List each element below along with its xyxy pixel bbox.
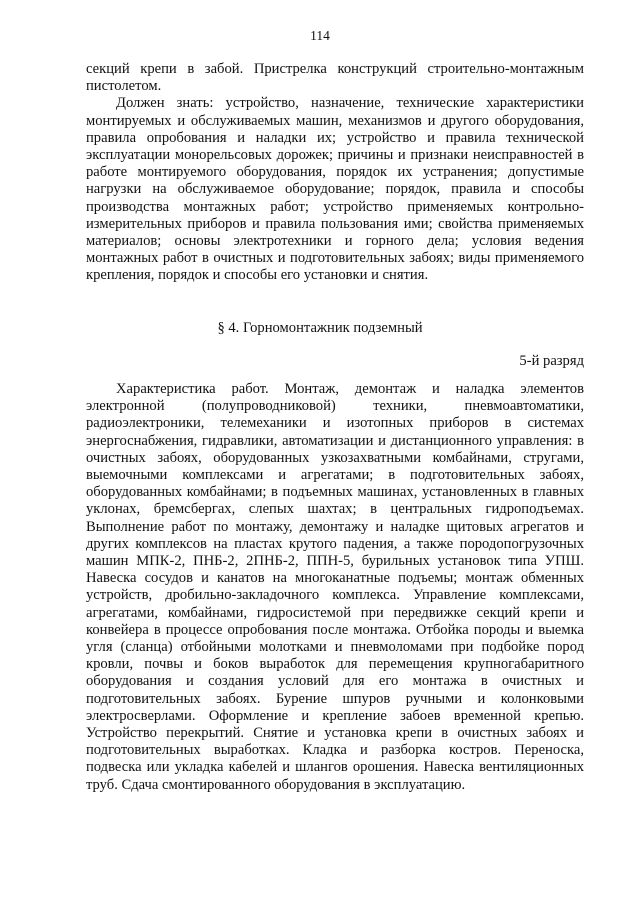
lower-text-block	[86, 381, 584, 794]
upper-text-block	[86, 61, 584, 285]
work-characteristics-paragraph: Характеристика работ. Монтаж, демонтаж и наладка элементов электронной (полупроводниковой) техники, пневмоавтоматики, радиоэлектроники, телемеханики и изотопных приборов в системах энергоснабжения, гидравлики, автоматизации и дистанционного управления: в очистных забоях, оборудованных узкозахватными комбайнами, стругами, выемочными комплексами и агрегатами; в подготовительных забоях, оборудованных комбайнами; в подъемных машинах, установленных в главных уклонах, бремсбергах, слепых шахтах; в центральных гидроподъемах. Выполнение работ по монтажу, демонтажу и наладке щитовых агрегатов и других комплексов на пластах крутого падения, а также породопогрузочных машин МПК-2, ПНБ-2, 2ПНБ-2, ППН-5, бурильных установок типа УПШ. Навеска сосудов и канатов на многоканатные подъемы; монтаж обменных устройств, дробильно-закладочного комплекса. Управление комплексами, агрегатами, комбайнами, гидросистемой при передвижке секций крепи и конвейера в процессе опробования после монтажа. Отбойка породы и выемка угля (сланца) отбойными молотками и пневмоломами при подбойке пород кровли, почвы и боков выработок для перемещения крупногабаритного оборудования и создания условий для его монтажа в очистных и подготовительных забоях. Бурение шпуров ручными и колонковыми электросверлами. Оформление и крепление забоев временной крепью. Устройство перекрытий. Снятие и установка крепи в очистных забоях и подготовительных выработках. Кладка и разборка костров. Переноска, подвеска или укладка кабелей и шлангов орошения. Навеска вентиляционных труб. Сдача смонтированного оборудования в эксплуатацию.	[86, 381, 584, 793]
grade-label: 5-й разряд	[519, 353, 584, 369]
intro-paragraph: секций крепи в забой. Пристрелка конструкций строительно-монтажным пистолетом.	[86, 61, 584, 95]
knowledge-paragraph: Должен знать: устройство, назначение, технические характеристики монтируемых и обслуживаемых машин, механизмов и другого оборудования, правила опробования и наладки их; устройство и правила технической эксплуатации монорельсовых дорожек; причины и признаки неисправностей в работе монтируемого оборудования, порядок их устранения; допустимые нагрузки на обслуживаемое оборудование; порядок, правила и способы производства монтажных работ; устройство применяемых контрольно-измерительных приборов и правила пользования ими; свойства применяемых материалов; основы электротехники и горного дела; условия ведения монтажных работ в очистных и подготовительных забоях; виды применяемого крепления, порядок и способы его установки и снятия.	[86, 95, 584, 284]
section-heading: § 4. Горномонтажник подземный	[217, 320, 423, 336]
page-number: 114	[310, 28, 330, 43]
